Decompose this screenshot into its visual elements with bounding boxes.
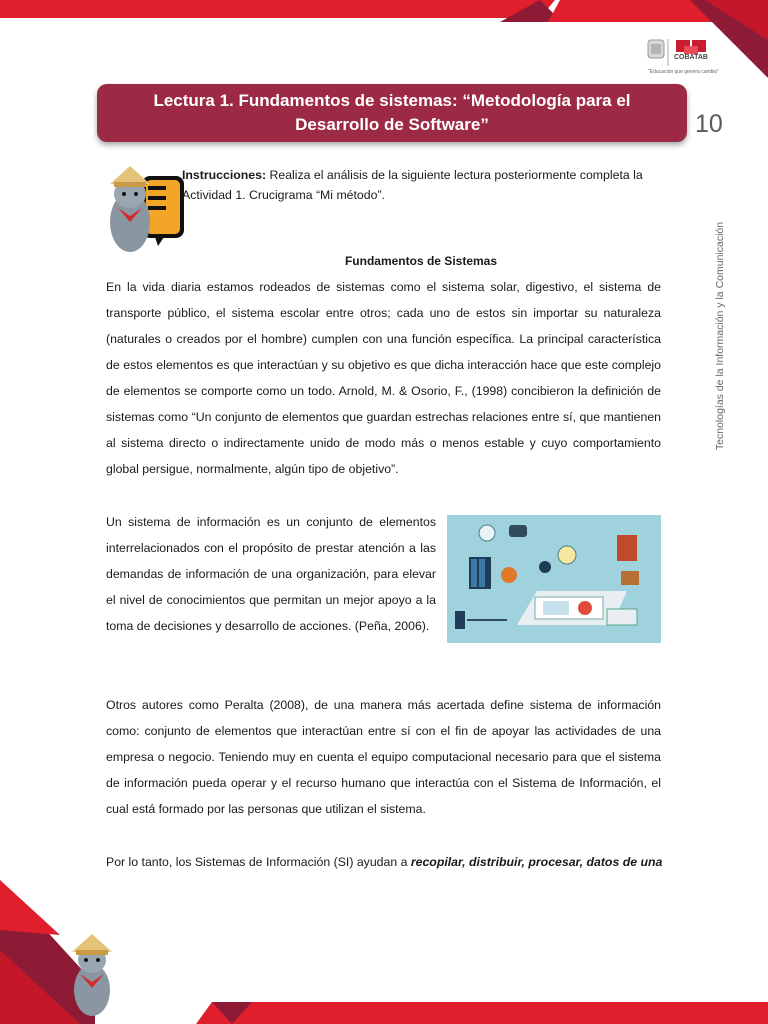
paragraph-3-text: Otros autores como Peralta (2008), de una manera más acertada define sistema de información como: conjunto de elementos que interactúan entre sí con el fin de apoyar las actividades de una empresa o negocio. Teniendo muy en cuenta el equipo computacional necesario para que el sistema de información pueda operar y el recurso humano que interactúa con el Sistema de Información, el cual está formado por las personas que utilizan el sistema.	[106, 698, 661, 816]
page-title: Lectura 1. Fundamentos de sistemas: “Metodología para el Desarrollo de Software”	[153, 91, 631, 134]
page-number: 10	[695, 110, 723, 138]
paragraph-3	[106, 692, 661, 822]
instructions-label: Instrucciones:	[182, 168, 267, 182]
mascot-reading-icon	[104, 164, 186, 260]
mascot-icon	[68, 934, 118, 1020]
paragraph-2-text: Un sistema de información es un conjunto de elementos interrelacionados con el propósito de prestar atención a las demandas de información de una organización, para elevar el nivel de conocimientos que permitan un mejor apoyo a la toma de decisiones y desarrollo de acciones. (Peña, 2006).	[106, 515, 436, 633]
logo-text: COBATAB	[674, 54, 708, 61]
instructions	[182, 165, 662, 205]
paragraph-1	[106, 274, 661, 482]
paragraph-4-emphasis: recopilar, distribuir, procesar, datos de una	[410, 855, 663, 869]
sidebar-vertical-text: Tecnologías de la Información y la Comunicación	[714, 221, 726, 451]
information-systems-illustration	[447, 515, 661, 643]
paragraph-4-text: Por lo tanto, los Sistemas de Información (SI) ayudan a	[106, 855, 411, 869]
instructions-text: Realiza el análisis de la siguiente lectura posteriormente completa la Actividad 1. Crucigrama “Mi método”.	[182, 168, 643, 202]
title-banner	[97, 84, 687, 142]
logo-slogan: "Educación que genera cambio"	[648, 69, 720, 75]
institution-logos	[640, 36, 750, 82]
paragraph-2	[106, 509, 436, 639]
paragraph-1-text: En la vida diaria estamos rodeados de sistemas como el sistema solar, digestivo, el sistema de transporte público, el sistema escolar entre otros; cada uno de estos sin importar su naturaleza (naturales o creados por el hombre) cumplen con una función específica. La principal característica de estos elementos es que interactúan y su objetivo es que dicha interacción hace que este complejo de elementos se comporte como un todo. Arnold, M. & Osorio, F., (1998) concibieron la definición de sistemas como “Un conjunto de elementos que guardan estrechas relaciones entre sí, que mantienen al sistema directo o indirectamente unido de modo más o menos estable y cuyo comportamiento global persigue, normalmente, algún tipo de objetivo”.	[106, 280, 661, 476]
paragraph-4	[106, 849, 686, 875]
section-heading: Fundamentos de Sistemas	[344, 254, 498, 268]
